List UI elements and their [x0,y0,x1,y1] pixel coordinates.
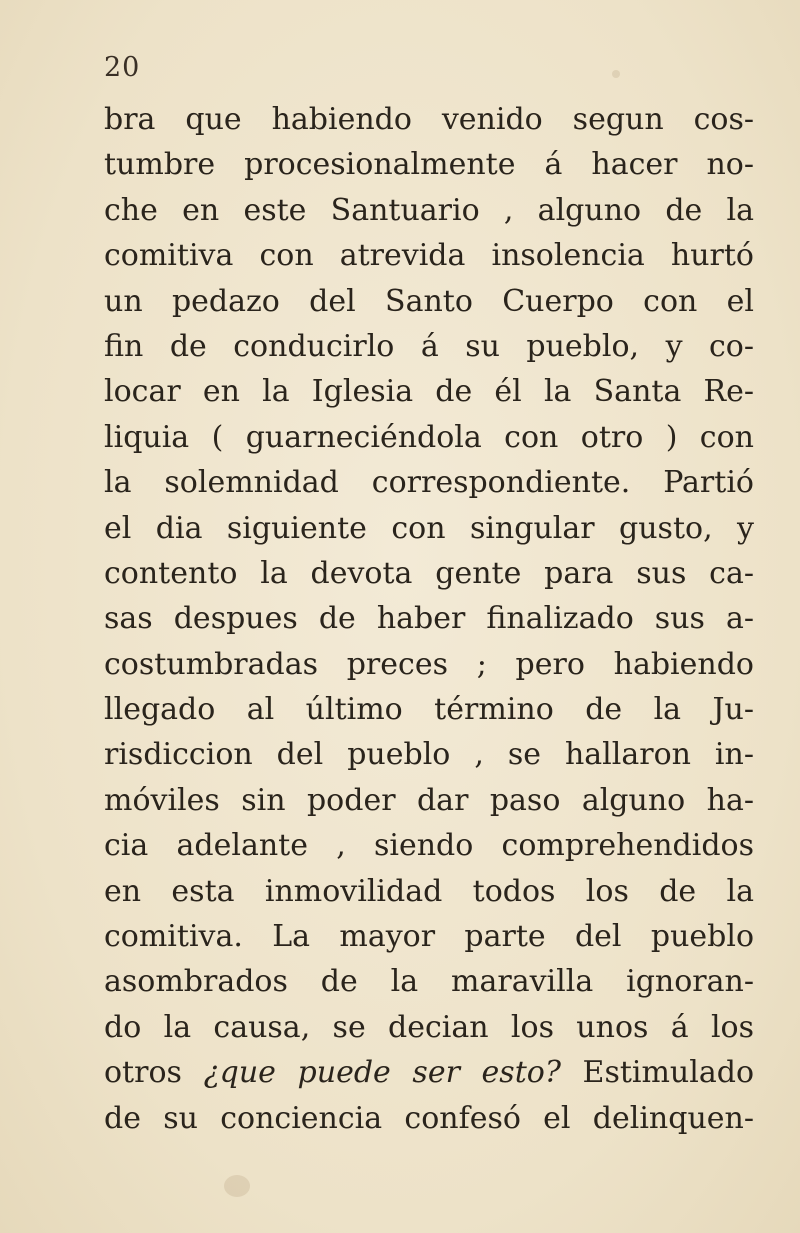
text-line: do la causa, se decian los unos á los [104,1009,754,1045]
body-text [104,97,754,1141]
text-line: móviles sin poder dar paso alguno ha- [104,782,754,818]
text-line: comitiva con atrevida insolencia hurtó [104,238,754,274]
text-line: de su conciencia confesó el delinquen- [104,1100,754,1136]
text-line: risdiccion del pueblo , se hallaron in- [104,737,754,773]
text-line: tumbre procesionalmente á hacer no- [104,147,754,183]
text-line: en esta inmovilidad todos los de la [104,873,754,909]
text-line: bra que habiendo venido segun cos- [104,102,754,137]
text-line: liquia ( guarneciéndola con otro ) con [104,419,754,455]
text-line-with-italic [104,1050,754,1095]
text-line: un pedazo del Santo Cuerpo con el [104,283,754,319]
text-line: asombrados de la maravilla ignoran- [104,964,754,1000]
text-line: locar en la Iglesia de él la Santa Re- [104,374,754,410]
text-segment: Estimulado [560,1055,754,1091]
paper-stain [612,70,620,78]
text-line: che en este Santuario , alguno de la [104,192,754,228]
text-line: contento la devota gente para sus ca- [104,555,754,591]
text-line: costumbradas preces ; pero habiendo [104,646,754,682]
page-number: 20 [104,52,141,83]
italic-question: ¿que puede ser esto? [203,1055,561,1091]
text-line: llegado al último término de la Ju- [104,692,754,728]
paper-stain [224,1175,250,1197]
text-line: comitiva. La mayor parte del pueblo [104,919,754,955]
text-line: cia adelante , siendo comprehendidos [104,828,754,864]
text-line: sas despues de haber finalizado sus a- [104,601,754,637]
text-line: el dia siguiente con singular gusto, y [104,510,754,546]
text-segment: otros [104,1055,204,1091]
text-line: la solemnidad correspondiente. Partió [104,465,754,501]
text-line: fin de conducirlo á su pueblo, y co- [104,328,754,364]
